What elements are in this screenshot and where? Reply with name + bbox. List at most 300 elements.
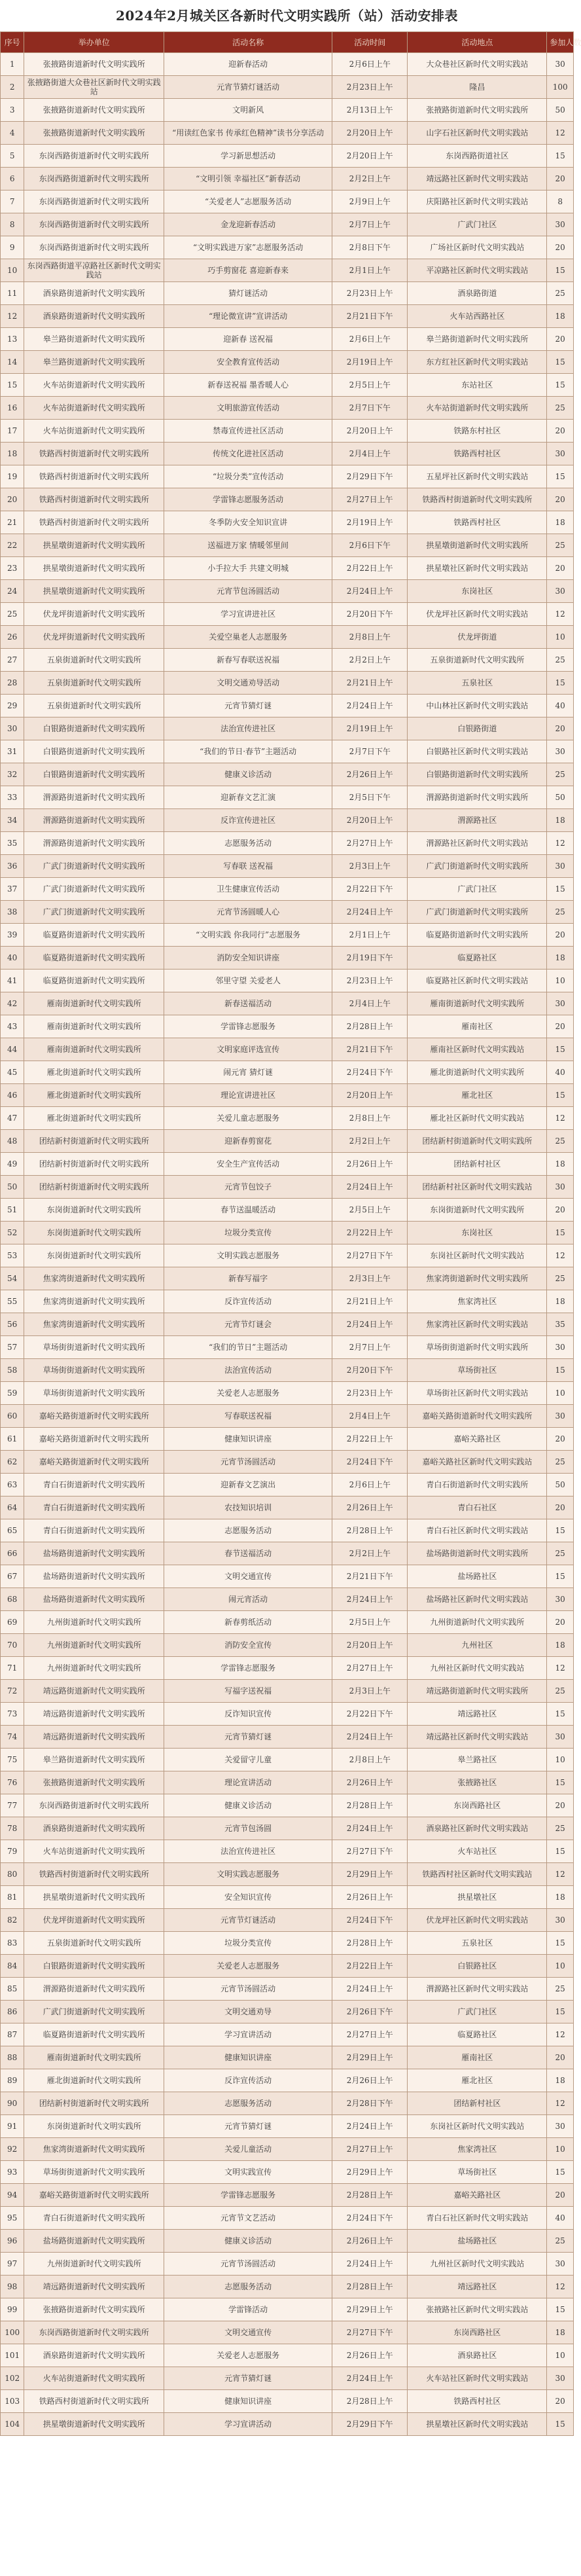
cell-place: 平凉路社区新时代文明实践站: [408, 259, 547, 282]
cell-unit: 靖远路街道新时代文明实践所: [24, 1726, 164, 1749]
table-row: [1, 580, 574, 603]
cell-place: 团结新村社区: [408, 1153, 547, 1176]
table-row: [1, 786, 574, 809]
cell-unit: 雁北街道新时代文明实践所: [24, 2069, 164, 2092]
cell-time: 2月29日上午: [332, 2161, 408, 2184]
table-row: [1, 122, 574, 145]
cell-time: 2月6日上午: [332, 1474, 408, 1497]
table-row: [1, 1497, 574, 1519]
cell-unit: 东岗西路街道新时代文明实践所: [24, 236, 164, 259]
cell-activity: 文明实践志愿服务: [164, 1863, 332, 1886]
cell-count: 15: [547, 878, 574, 901]
cell-place: 临夏路社区: [408, 2023, 547, 2046]
cell-activity: 新春写春联送祝福: [164, 649, 332, 672]
table-row: [1, 1244, 574, 1267]
cell-no: 76: [1, 1771, 24, 1794]
cell-place: 五泉社区: [408, 1932, 547, 1955]
cell-time: 2月5日上午: [332, 1199, 408, 1222]
cell-activity: 学习宣讲活动: [164, 2413, 332, 2436]
cell-time: 2月24日上午: [332, 2115, 408, 2138]
cell-place: 团结新村社区新时代文明实践站: [408, 1176, 547, 1199]
cell-time: 2月4日上午: [332, 1405, 408, 1428]
cell-count: 30: [547, 1726, 574, 1749]
cell-unit: 广武门街道新时代文明实践所: [24, 878, 164, 901]
cell-activity: 学雷锋活动: [164, 2298, 332, 2321]
cell-count: 12: [547, 1657, 574, 1680]
cell-no: 77: [1, 1794, 24, 1817]
cell-unit: 青白石街道新时代文明实践所: [24, 2207, 164, 2230]
cell-activity: 元宵节猜灯谜: [164, 2367, 332, 2390]
cell-no: 30: [1, 717, 24, 740]
cell-activity: 冬季防火安全知识宣讲: [164, 511, 332, 534]
cell-place: 火车站西路社区: [408, 305, 547, 328]
cell-place: 山字石社区新时代文明实践站: [408, 122, 547, 145]
cell-place: 广武门社区: [408, 2001, 547, 2023]
cell-activity: 消防安全知识讲座: [164, 947, 332, 970]
cell-place: 团结新村街道新时代文明实践所: [408, 1130, 547, 1153]
cell-place: 九州社区新时代文明实践站: [408, 1657, 547, 1680]
cell-unit: 皋兰路街道新时代文明实践所: [24, 351, 164, 374]
cell-place: 广武门社区: [408, 213, 547, 236]
cell-time: 2月26日下午: [332, 2001, 408, 2023]
cell-count: 20: [547, 1015, 574, 1038]
cell-activity: 垃圾分类宣传: [164, 1932, 332, 1955]
cell-unit: 伏龙坪街道新时代文明实践所: [24, 1909, 164, 1932]
cell-unit: 临夏路街道新时代文明实践所: [24, 947, 164, 970]
cell-no: 24: [1, 580, 24, 603]
cell-unit: 广武门街道新时代文明实践所: [24, 855, 164, 878]
cell-count: 15: [547, 351, 574, 374]
cell-no: 75: [1, 1749, 24, 1771]
cell-activity: 送福进万家 情暖邻里间: [164, 534, 332, 557]
cell-activity: 写春联送祝福: [164, 1405, 332, 1428]
cell-place: 青白石社区新时代文明实践站: [408, 2207, 547, 2230]
cell-time: 2月5日上午: [332, 374, 408, 397]
cell-activity: 元宵节汤圆活动: [164, 2253, 332, 2276]
cell-count: 12: [547, 2092, 574, 2115]
cell-time: 2月13日上午: [332, 99, 408, 122]
cell-unit: 靖远路街道新时代文明实践所: [24, 1703, 164, 1726]
table-row: [1, 1359, 574, 1382]
cell-count: 15: [547, 1932, 574, 1955]
cell-unit: 张掖路街道大众巷社区新时代文明实践站: [24, 76, 164, 99]
table-row: [1, 970, 574, 992]
cell-time: 2月19日下午: [332, 947, 408, 970]
cell-place: 焦家湾社区: [408, 2138, 547, 2161]
cell-place: 临夏路社区新时代文明实践站: [408, 970, 547, 992]
cell-activity: 垃圾分类宣传: [164, 1222, 332, 1244]
cell-count: 12: [547, 1244, 574, 1267]
cell-unit: 火车站街道新时代文明实践所: [24, 2367, 164, 2390]
table-row: [1, 2001, 574, 2023]
cell-activity: 闹元宵活动: [164, 1588, 332, 1611]
table-row: [1, 1474, 574, 1497]
cell-activity: 健康义诊活动: [164, 1794, 332, 1817]
cell-activity: 安全教育宣传活动: [164, 351, 332, 374]
cell-place: 酒泉路社区新时代文明实践站: [408, 1817, 547, 1840]
cell-unit: 临夏路街道新时代文明实践所: [24, 924, 164, 947]
cell-unit: 东岗街道新时代文明实践所: [24, 1199, 164, 1222]
cell-time: 2月23日上午: [332, 970, 408, 992]
cell-time: 2月6日下午: [332, 534, 408, 557]
cell-place: 广武门街道新时代文明实践所: [408, 901, 547, 924]
cell-time: 2月20日下午: [332, 1359, 408, 1382]
cell-count: 20: [547, 2046, 574, 2069]
cell-unit: 张掖路街道新时代文明实践所: [24, 122, 164, 145]
cell-count: 10: [547, 1382, 574, 1405]
cell-count: 10: [547, 1955, 574, 1978]
cell-unit: 张掖路街道新时代文明实践所: [24, 99, 164, 122]
cell-place: 中山林社区新时代文明实践站: [408, 695, 547, 717]
cell-count: 35: [547, 1313, 574, 1336]
cell-activity: 元宵节猜灯谜: [164, 2115, 332, 2138]
cell-activity: 元宵节猜灯谜: [164, 695, 332, 717]
table-row: [1, 2069, 574, 2092]
cell-activity: 关爱老人志愿服务: [164, 1382, 332, 1405]
cell-no: 41: [1, 970, 24, 992]
cell-activity: 新春送福活动: [164, 992, 332, 1015]
cell-count: 40: [547, 695, 574, 717]
cell-count: 18: [547, 947, 574, 970]
cell-unit: 东岗西路街道新时代文明实践所: [24, 2321, 164, 2344]
cell-activity: 文明实践宣传: [164, 2161, 332, 2184]
cell-time: 2月23日上午: [332, 282, 408, 305]
cell-no: 54: [1, 1267, 24, 1290]
cell-no: 84: [1, 1955, 24, 1978]
cell-unit: 青白石街道新时代文明实践所: [24, 1497, 164, 1519]
table-row: [1, 2230, 574, 2253]
cell-unit: 临夏路街道新时代文明实践所: [24, 2023, 164, 2046]
cell-place: 拱星墩社区: [408, 1886, 547, 1909]
cell-no: 98: [1, 2276, 24, 2298]
cell-place: 大众巷社区新时代文明实践站: [408, 53, 547, 76]
table-row: [1, 1726, 574, 1749]
cell-unit: 盐场路街道新时代文明实践所: [24, 1565, 164, 1588]
cell-count: 20: [547, 924, 574, 947]
cell-unit: 雁北街道新时代文明实践所: [24, 1061, 164, 1084]
cell-activity: 关爱老人志愿服务: [164, 1955, 332, 1978]
cell-time: 2月8日上午: [332, 1749, 408, 1771]
cell-time: 2月22日上午: [332, 557, 408, 580]
cell-time: 2月24日上午: [332, 901, 408, 924]
cell-activity: “文明实践 你我同行”志愿服务: [164, 924, 332, 947]
cell-unit: 拱星墩街道新时代文明实践所: [24, 557, 164, 580]
cell-count: 15: [547, 2001, 574, 2023]
cell-no: 74: [1, 1726, 24, 1749]
table-row: [1, 2321, 574, 2344]
cell-time: 2月28日上午: [332, 2276, 408, 2298]
table-row: [1, 2207, 574, 2230]
cell-count: 50: [547, 99, 574, 122]
cell-no: 59: [1, 1382, 24, 1405]
cell-time: 2月29日下午: [332, 2413, 408, 2436]
cell-count: 100: [547, 76, 574, 99]
cell-no: 7: [1, 190, 24, 213]
table-row: [1, 1130, 574, 1153]
cell-place: 白银路街道: [408, 717, 547, 740]
cell-no: 72: [1, 1680, 24, 1703]
cell-unit: 九州街道新时代文明实践所: [24, 1657, 164, 1680]
cell-count: 20: [547, 1199, 574, 1222]
cell-no: 48: [1, 1130, 24, 1153]
cell-activity: “理论微宣讲”宣讲活动: [164, 305, 332, 328]
table-row: [1, 2276, 574, 2298]
table-row: [1, 1955, 574, 1978]
cell-count: 18: [547, 809, 574, 832]
cell-unit: 张掖路街道新时代文明实践所: [24, 2298, 164, 2321]
cell-place: 东岗社区: [408, 580, 547, 603]
table-row: [1, 1886, 574, 1909]
cell-unit: 渭源路街道新时代文明实践所: [24, 832, 164, 855]
table-header-row: [1, 32, 574, 53]
table-row: [1, 2023, 574, 2046]
cell-activity: 文明交通宣传: [164, 2321, 332, 2344]
cell-activity: 文明旅游宣传活动: [164, 397, 332, 420]
cell-unit: 焦家湾街道新时代文明实践所: [24, 1290, 164, 1313]
cell-no: 94: [1, 2184, 24, 2207]
cell-unit: 靖远路街道新时代文明实践所: [24, 1680, 164, 1703]
cell-place: 铁路西村社区: [408, 2390, 547, 2413]
cell-count: 30: [547, 992, 574, 1015]
cell-no: 60: [1, 1405, 24, 1428]
cell-time: 2月24日上午: [332, 1313, 408, 1336]
header-cell-unit: 举办单位: [24, 32, 164, 53]
cell-unit: 铁路西村街道新时代文明实践所: [24, 1863, 164, 1886]
cell-activity: 农技知识培训: [164, 1497, 332, 1519]
cell-time: 2月5日下午: [332, 786, 408, 809]
cell-no: 15: [1, 374, 24, 397]
table-row: [1, 2253, 574, 2276]
table-row: [1, 305, 574, 328]
cell-activity: 法治宣传活动: [164, 1359, 332, 1382]
cell-unit: 火车站街道新时代文明实践所: [24, 374, 164, 397]
cell-unit: 铁路西村街道新时代文明实践所: [24, 488, 164, 511]
cell-unit: 火车站街道新时代文明实践所: [24, 1840, 164, 1863]
cell-place: 东岗社区新时代文明实践站: [408, 1244, 547, 1267]
cell-activity: 反诈知识宣传: [164, 1703, 332, 1726]
cell-time: 2月6日上午: [332, 53, 408, 76]
cell-count: 30: [547, 855, 574, 878]
cell-time: 2月4日上午: [332, 443, 408, 465]
cell-place: 白银路街道新时代文明实践所: [408, 763, 547, 786]
cell-place: 东岗街道新时代文明实践所: [408, 1199, 547, 1222]
cell-no: 78: [1, 1817, 24, 1840]
cell-count: 50: [547, 1474, 574, 1497]
cell-no: 82: [1, 1909, 24, 1932]
table-row: [1, 76, 574, 99]
table-row: [1, 1519, 574, 1542]
cell-unit: 团结新村街道新时代文明实践所: [24, 1153, 164, 1176]
cell-activity: 新春写福字: [164, 1267, 332, 1290]
cell-place: 渭源路街道新时代文明实践所: [408, 786, 547, 809]
cell-place: 伏龙坪街道: [408, 626, 547, 649]
cell-place: 火车站社区新时代文明实践站: [408, 2367, 547, 2390]
cell-place: 白银路社区: [408, 1955, 547, 1978]
cell-place: 酒泉路街道: [408, 282, 547, 305]
cell-activity: 猜灯谜活动: [164, 282, 332, 305]
cell-count: 15: [547, 672, 574, 695]
cell-no: 10: [1, 259, 24, 282]
cell-activity: 元宵节灯谜活动: [164, 1909, 332, 1932]
table-row: [1, 1313, 574, 1336]
cell-place: 铁路西村社区: [408, 443, 547, 465]
cell-time: 2月24日下午: [332, 2207, 408, 2230]
cell-count: 15: [547, 1038, 574, 1061]
cell-time: 2月20日上午: [332, 1084, 408, 1107]
cell-no: 71: [1, 1657, 24, 1680]
cell-no: 47: [1, 1107, 24, 1130]
cell-unit: 酒泉路街道新时代文明实践所: [24, 2344, 164, 2367]
cell-time: 2月3日上午: [332, 1267, 408, 1290]
cell-place: 青白石街道新时代文明实践所: [408, 1474, 547, 1497]
cell-activity: 志愿服务活动: [164, 1519, 332, 1542]
cell-count: 20: [547, 1611, 574, 1634]
header-cell-no: 序号: [1, 32, 24, 53]
cell-time: 2月27日上午: [332, 832, 408, 855]
cell-unit: 焦家湾街道新时代文明实践所: [24, 1313, 164, 1336]
cell-activity: 传统文化进社区活动: [164, 443, 332, 465]
cell-activity: 关爱儿童活动: [164, 2138, 332, 2161]
cell-count: 18: [547, 1153, 574, 1176]
cell-no: 63: [1, 1474, 24, 1497]
cell-unit: 东岗西路街道平凉路社区新时代文明实践站: [24, 259, 164, 282]
cell-no: 85: [1, 1978, 24, 2001]
cell-activity: 邻里守望 关爱老人: [164, 970, 332, 992]
cell-no: 16: [1, 397, 24, 420]
cell-unit: 拱星墩街道新时代文明实践所: [24, 580, 164, 603]
cell-no: 102: [1, 2367, 24, 2390]
cell-count: 15: [547, 259, 574, 282]
cell-time: 2月9日上午: [332, 190, 408, 213]
cell-activity: 元宵节包饺子: [164, 1176, 332, 1199]
cell-activity: 理论宣讲活动: [164, 1771, 332, 1794]
cell-count: 15: [547, 1703, 574, 1726]
cell-time: 2月26日上午: [332, 2230, 408, 2253]
table-row: [1, 855, 574, 878]
cell-no: 58: [1, 1359, 24, 1382]
cell-unit: 酒泉路街道新时代文明实践所: [24, 1817, 164, 1840]
table-row: [1, 2390, 574, 2413]
cell-activity: 关爱留守儿童: [164, 1749, 332, 1771]
table-row: [1, 1015, 574, 1038]
cell-place: 拱星墩社区新时代文明实践站: [408, 557, 547, 580]
cell-unit: 拱星墩街道新时代文明实践所: [24, 534, 164, 557]
table-row: [1, 2413, 574, 2436]
cell-count: 20: [547, 2184, 574, 2207]
cell-time: 2月24日上午: [332, 2367, 408, 2390]
cell-count: 25: [547, 1817, 574, 1840]
cell-count: 10: [547, 1749, 574, 1771]
cell-activity: 迎新春文艺演出: [164, 1474, 332, 1497]
cell-place: 五泉街道新时代文明实践所: [408, 649, 547, 672]
cell-no: 93: [1, 2161, 24, 2184]
table-row: [1, 465, 574, 488]
cell-unit: 嘉峪关路街道新时代文明实践所: [24, 1451, 164, 1474]
cell-no: 3: [1, 99, 24, 122]
table-row: [1, 236, 574, 259]
cell-count: 20: [547, 717, 574, 740]
cell-unit: 盐场路街道新时代文明实践所: [24, 1588, 164, 1611]
cell-unit: 广武门街道新时代文明实践所: [24, 2001, 164, 2023]
cell-unit: 白银路街道新时代文明实践所: [24, 1955, 164, 1978]
cell-place: 嘉峪关路街道新时代文明实践所: [408, 1405, 547, 1428]
cell-count: 30: [547, 213, 574, 236]
cell-count: 12: [547, 603, 574, 626]
cell-place: 九州社区: [408, 1634, 547, 1657]
cell-unit: 拱星墩街道新时代文明实践所: [24, 2413, 164, 2436]
table-row: [1, 832, 574, 855]
cell-unit: 雁南街道新时代文明实践所: [24, 1038, 164, 1061]
table-row: [1, 1565, 574, 1588]
cell-place: 草场街社区: [408, 1359, 547, 1382]
cell-place: 雁北社区: [408, 1084, 547, 1107]
cell-count: 15: [547, 1771, 574, 1794]
cell-no: 49: [1, 1153, 24, 1176]
cell-no: 9: [1, 236, 24, 259]
cell-count: 18: [547, 305, 574, 328]
cell-activity: 迎新春活动: [164, 53, 332, 76]
cell-activity: 学雷锋志愿服务: [164, 2184, 332, 2207]
cell-time: 2月20日上午: [332, 420, 408, 443]
cell-time: 2月22日上午: [332, 1222, 408, 1244]
cell-activity: 反诈宣传进社区: [164, 809, 332, 832]
cell-activity: 元宵节包汤圆活动: [164, 580, 332, 603]
cell-count: 20: [547, 328, 574, 351]
cell-activity: 法治宣传进社区: [164, 1840, 332, 1863]
cell-time: 2月21日上午: [332, 672, 408, 695]
cell-activity: “文明实践进万家”志愿服务活动: [164, 236, 332, 259]
cell-no: 46: [1, 1084, 24, 1107]
cell-count: 25: [547, 534, 574, 557]
cell-no: 38: [1, 901, 24, 924]
cell-no: 26: [1, 626, 24, 649]
table-row: [1, 282, 574, 305]
table-row: [1, 1794, 574, 1817]
table-row: [1, 1222, 574, 1244]
cell-count: 12: [547, 832, 574, 855]
cell-count: 20: [547, 1497, 574, 1519]
table-row: [1, 809, 574, 832]
table-row: [1, 557, 574, 580]
cell-time: 2月28日上午: [332, 1015, 408, 1038]
cell-unit: 铁路西村街道新时代文明实践所: [24, 511, 164, 534]
cell-place: 铁路东村社区: [408, 420, 547, 443]
cell-no: 50: [1, 1176, 24, 1199]
cell-time: 2月24日下午: [332, 1061, 408, 1084]
cell-activity: 卫生健康宣传活动: [164, 878, 332, 901]
cell-place: 九州社区新时代文明实践站: [408, 2253, 547, 2276]
cell-place: 雁南街道新时代文明实践所: [408, 992, 547, 1015]
cell-place: 东岗西路社区: [408, 2321, 547, 2344]
cell-count: 12: [547, 1863, 574, 1886]
cell-no: 29: [1, 695, 24, 717]
cell-activity: 学雷锋志愿服务: [164, 1657, 332, 1680]
cell-count: 20: [547, 488, 574, 511]
cell-unit: 东岗街道新时代文明实践所: [24, 1244, 164, 1267]
cell-activity: 春节送福活动: [164, 1542, 332, 1565]
cell-unit: 铁路西村街道新时代文明实践所: [24, 465, 164, 488]
cell-no: 55: [1, 1290, 24, 1313]
table-row: [1, 695, 574, 717]
cell-activity: 关爱老人志愿服务: [164, 2344, 332, 2367]
cell-no: 69: [1, 1611, 24, 1634]
cell-time: 2月26日上午: [332, 1771, 408, 1794]
cell-time: 2月20日上午: [332, 145, 408, 168]
table-row: [1, 168, 574, 190]
cell-unit: 九州街道新时代文明实践所: [24, 2253, 164, 2276]
table-row: [1, 488, 574, 511]
cell-place: 白银路社区新时代文明实践站: [408, 740, 547, 763]
